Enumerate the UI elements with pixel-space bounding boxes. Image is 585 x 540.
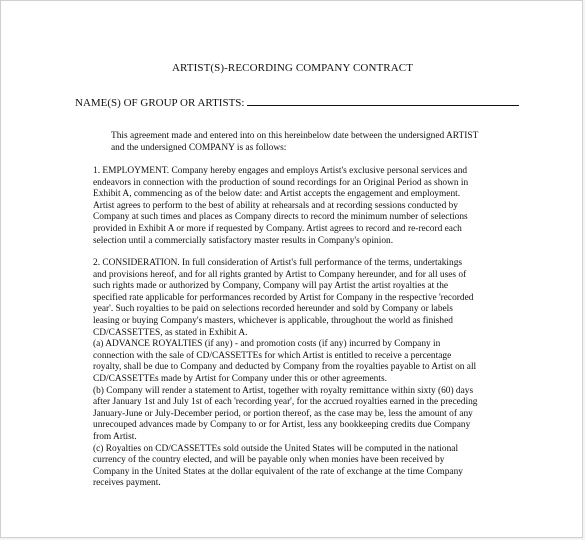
- text-line: endeavors in connection with the production of sound recordings for an Original Period as shown in: [93, 177, 469, 188]
- text-line: 1. EMPLOYMENT. Company hereby engages and employs Artist's exclusive personal services and: [93, 166, 468, 176]
- section-consideration: [93, 258, 477, 490]
- text-line: (c) Royalties on CD/CASSETTEs sold outside the United States will be computed in the national: [93, 443, 459, 454]
- text-line: 2. CONSIDERATION. In full consideration of Artist's full performance of the terms, undertakings: [93, 258, 463, 268]
- text-line: selection until a commercially satisfactory master results in Company's opinion.: [93, 235, 394, 246]
- text-line: unrecouped advances made by Company to or for Artist, less any bookkeeping credits due Company: [93, 420, 471, 431]
- text-line: and provisions hereof, and for all rights granted by Artist to Company hereunder, and for all uses of: [93, 269, 467, 280]
- text-line: Artist agrees to perform to the best of ability at rehearsals and at recording sessions conducted by: [93, 200, 458, 211]
- text-line: Company at such times and places as Company directs to record the minimum number of selections: [93, 212, 468, 223]
- text-line: (a) ADVANCE ROYALTIES (if any) - and promotion costs (if any) incurred by Company in: [93, 339, 441, 350]
- text-line: receives payment.: [93, 478, 161, 489]
- text-line: provided in Exhibit A or more if requested by Company. Artist agrees to record and re-record each: [93, 223, 462, 234]
- text-line: royalty, shall be due to Company and deducted by Company from the royalties payable to Artist on all: [93, 362, 477, 373]
- text-line: Company in the United States at the dollar equivalent of the rate of exchange at the time Company: [93, 466, 463, 477]
- text-line: specified rate applicable for performances recorded by Artist for Company in the respective 'recorded: [93, 292, 474, 303]
- text-line: January-June or July-December period, or portion thereof, as the case may be, less the amount of any: [93, 408, 473, 419]
- text-line: (b) Company will render a statement to Artist, together with royalty remittance within sixty (60) days: [93, 385, 474, 396]
- names-field-row: [75, 96, 519, 109]
- text-line: such rights made or authorized by Company, Company will pay Artist the artist royalties at the: [93, 281, 449, 292]
- text-line: leasing or buying Company's masters, whichever is applicable, throughout the world as finished: [93, 315, 453, 326]
- text-line: after January 1st and July 1st of each 'recording year', for the accrued royalties earned in the preceding: [93, 397, 478, 408]
- names-blank-line: [247, 96, 519, 106]
- text-line: currency of the country elected, and will be payable only when monies have been received by: [93, 455, 445, 466]
- text-line: This agreement made and entered into on this hereinbelow date between the undersigned ARTIST: [111, 131, 479, 141]
- section-employment: [93, 166, 468, 247]
- text-line: connection with the sale of CD/CASSETTEs for which Artist is entitled to receive a percentage: [93, 350, 452, 361]
- text-line: and the undersigned COMPANY is as follows:: [111, 142, 287, 153]
- names-label: NAME(S) OF GROUP OR ARTISTS:: [75, 97, 245, 109]
- text-line: year'. Such royalties to be paid on selections recorded hereunder and sold by Company or labels: [93, 304, 453, 315]
- text-line: from Artist.: [93, 431, 137, 442]
- text-line: Exhibit A, commencing as of the below date: and Artist accepts the engagement and employment.: [93, 189, 461, 200]
- intro-paragraph: [111, 131, 478, 154]
- text-line: CD/CASSETTES, as stated in Exhibit A.: [93, 327, 248, 338]
- text-line: CD/CASSETTEs made by Artist for Company under this or other agreements.: [93, 373, 387, 384]
- document-title: ARTIST(S)-RECORDING COMPANY CONTRACT: [171, 62, 414, 74]
